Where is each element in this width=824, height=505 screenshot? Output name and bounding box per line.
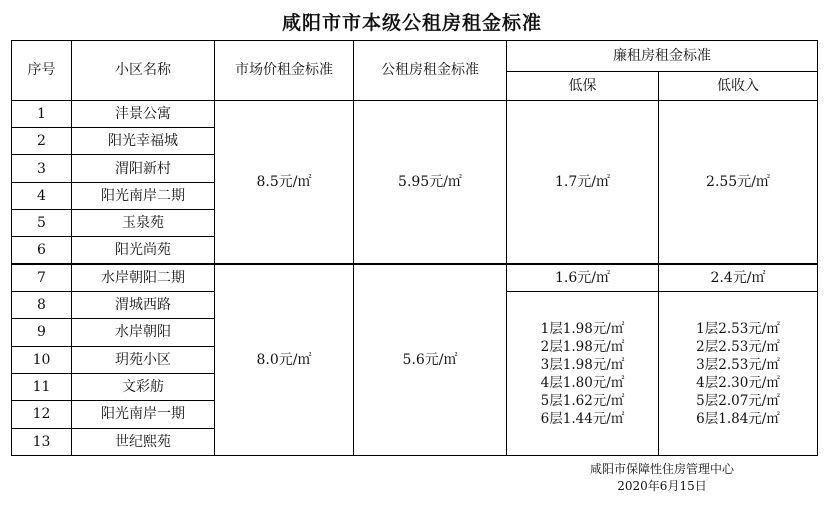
row7-low-income: 2.4元/㎡ <box>659 264 818 291</box>
floor-rate: 6层1.44元/㎡ <box>540 410 625 427</box>
row-name: 渭城西路 <box>72 292 215 319</box>
footer-date: 2020年6月15日 <box>617 479 707 493</box>
rent-standard-table <box>11 40 818 456</box>
row-name: 阳光幸福城 <box>72 128 215 155</box>
row-seq: 2 <box>12 128 72 155</box>
row-seq: 4 <box>12 182 72 209</box>
group1-market: 8.5元/㎡ <box>215 100 354 264</box>
row-seq: 5 <box>12 210 72 237</box>
row-name: 水岸朝阳二期 <box>72 264 215 291</box>
header-low-rent: 廉租房租金标准 <box>507 41 818 72</box>
row-name: 水岸朝阳 <box>72 319 215 346</box>
group2-public: 5.6元/㎡ <box>354 264 507 455</box>
row-seq: 11 <box>12 373 72 400</box>
floor-rate: 1层1.98元/㎡ <box>540 320 625 337</box>
header-name: 小区名称 <box>72 41 215 101</box>
floor-rate: 2层2.53元/㎡ <box>696 338 780 355</box>
row-name: 渭阳新村 <box>72 155 215 182</box>
header-market: 市场价租金标准 <box>215 41 354 101</box>
row-name: 阳光南岸二期 <box>72 182 215 209</box>
group1-dibao: 1.7元/㎡ <box>507 100 659 264</box>
floor-rate: 3层2.53元/㎡ <box>696 356 780 373</box>
footer-org: 咸阳市保障性住房管理中心 <box>589 462 734 476</box>
group2-low-income-floors <box>659 292 818 456</box>
row-seq: 6 <box>12 237 72 264</box>
row-seq: 3 <box>12 155 72 182</box>
header-low-income: 低收入 <box>659 72 818 100</box>
row-seq: 1 <box>12 100 72 127</box>
row7-dibao: 1.6元/㎡ <box>507 264 659 291</box>
group1-low-income: 2.55元/㎡ <box>659 100 818 264</box>
group2-market: 8.0元/㎡ <box>215 264 354 455</box>
floor-rate: 4层1.80元/㎡ <box>540 374 625 391</box>
row-seq: 8 <box>12 292 72 319</box>
row-seq: 12 <box>12 401 72 428</box>
floor-rate: 1层2.53元/㎡ <box>696 320 780 337</box>
floor-rate: 6层1.84元/㎡ <box>696 410 780 427</box>
group2-dibao-floors <box>507 292 659 456</box>
row-name: 文彩舫 <box>72 373 215 400</box>
row-name: 世纪熙苑 <box>72 428 215 455</box>
header-seq: 序号 <box>12 41 72 101</box>
row-seq: 10 <box>12 346 72 373</box>
floor-rate: 4层2.30元/㎡ <box>696 374 780 391</box>
row-name: 阳光尚苑 <box>72 237 215 264</box>
document-title: 咸阳市市本级公租房租金标准 <box>281 12 542 34</box>
row-name: 阳光南岸一期 <box>72 401 215 428</box>
floor-rate: 2层1.98元/㎡ <box>540 338 625 355</box>
row-name: 玥苑小区 <box>72 346 215 373</box>
row-name: 沣景公寓 <box>72 100 215 127</box>
floor-rate: 3层1.98元/㎡ <box>540 356 625 373</box>
floor-rate: 5层2.07元/㎡ <box>696 392 780 409</box>
header-dibao: 低保 <box>507 72 659 100</box>
floor-rate: 5层1.62元/㎡ <box>540 392 625 409</box>
header-public: 公租房租金标准 <box>354 41 507 101</box>
group1-public: 5.95元/㎡ <box>354 100 507 264</box>
row-seq: 9 <box>12 319 72 346</box>
row-name: 玉泉苑 <box>72 210 215 237</box>
row-seq: 7 <box>12 264 72 291</box>
row-seq: 13 <box>12 428 72 455</box>
